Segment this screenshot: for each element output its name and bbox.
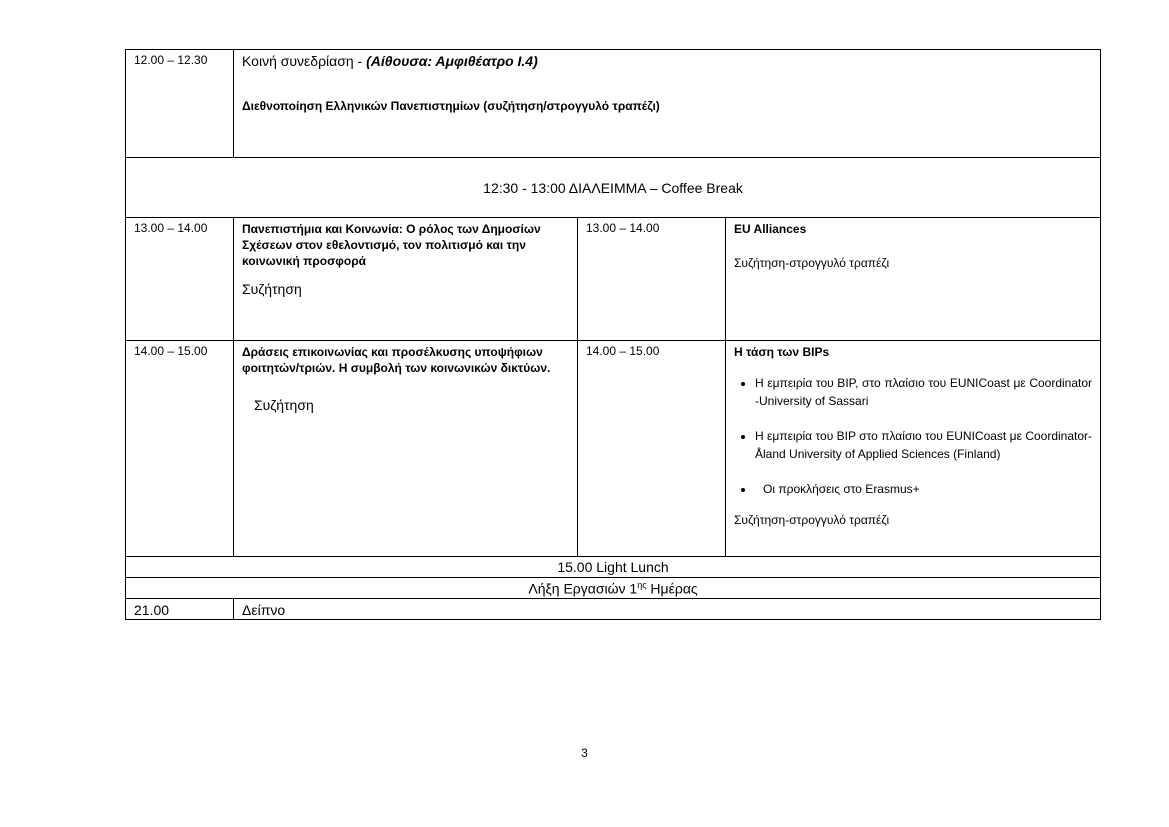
list-item: • Οι προκλήσεις στο Erasmus+ — [755, 480, 1092, 498]
bullet-list — [734, 374, 1092, 498]
time-label: 13.00 – 14.00 — [134, 221, 208, 235]
session-title: Δράσεις επικοινωνίας και προσέλκυσης υποψήφιων φοιτητών/τριών. Η συμβολή των κοινωνικών δικτύων. — [242, 345, 551, 375]
lunch-row — [126, 557, 1101, 578]
time-cell — [578, 218, 726, 341]
session-note: Συζήτηση — [254, 397, 314, 413]
time-label: 14.00 – 15.00 — [586, 344, 660, 358]
time-cell — [126, 218, 234, 341]
time-cell — [126, 50, 234, 158]
schedule-table — [125, 49, 1101, 620]
session-note: Συζήτηση-στρογγυλό τραπέζι — [734, 513, 890, 527]
dinner-label: Δείπνο — [234, 599, 1101, 620]
session-note: Συζήτηση — [242, 281, 302, 297]
time-label: 13.00 – 14.00 — [586, 221, 660, 235]
time-cell — [126, 599, 234, 620]
time-label: 21.00 — [134, 601, 170, 618]
session-title: EU Alliances — [734, 222, 807, 236]
list-item: • Η εμπειρία του BIP στο πλαίσιο του EUNICoast με Coordinator-Åland University of Applied Sciences (Finland) — [755, 427, 1092, 463]
session-row-1300 — [126, 218, 1101, 341]
coffee-break-label: 12:30 - 13:00 ΔΙΑΛΕΙΜΜΑ – Coffee Break — [126, 158, 1101, 218]
time-cell — [578, 341, 726, 557]
session-title: Πανεπιστήμια και Κοινωνία: Ο ρόλος των Δημοσίων Σχέσεων στον εθελοντισμό, τον πολιτισμό και την κοινωνική προσφορά — [242, 222, 541, 268]
session-row-1200 — [126, 50, 1101, 158]
page-number: 3 — [581, 746, 588, 760]
session-cell-right — [726, 218, 1101, 341]
coffee-break-row — [126, 158, 1101, 218]
session-subtitle: Διεθνοποίηση Ελληνικών Πανεπιστημίων (συζήτηση/στρογγυλό τραπέζι) — [242, 99, 660, 113]
session-cell-left — [234, 218, 578, 341]
session-note: Συζήτηση-στρογγυλό τραπέζι — [734, 256, 890, 270]
list-item: • Η εμπειρία του BIP, στο πλαίσιο του EUNICoast με Coordinator -University of Sassari — [755, 374, 1092, 410]
dinner-row — [126, 599, 1101, 620]
end-day-label — [126, 578, 1101, 599]
time-label: 14.00 – 15.00 — [134, 344, 208, 358]
session-cell-left — [234, 341, 578, 557]
lunch-label: 15.00 Light Lunch — [126, 557, 1101, 578]
end-day-row — [126, 578, 1101, 599]
session-row-1400 — [126, 341, 1101, 557]
end-day-text: Λήξη Εργασιών 1 — [528, 580, 638, 597]
session-room: (Αίθουσα: Αμφιθέατρο Ι.4) — [366, 53, 538, 69]
session-cell-right — [726, 341, 1101, 557]
time-label: 12.00 – 12.30 — [134, 53, 208, 67]
ordinal-suffix: ης — [637, 579, 647, 590]
time-cell — [126, 341, 234, 557]
session-cell — [234, 50, 1101, 158]
session-title: Η τάση των BIPs — [734, 345, 830, 359]
session-title: Κοινή συνεδρίαση - — [242, 53, 367, 69]
end-day-text-tail: Ημέρας — [646, 580, 698, 597]
